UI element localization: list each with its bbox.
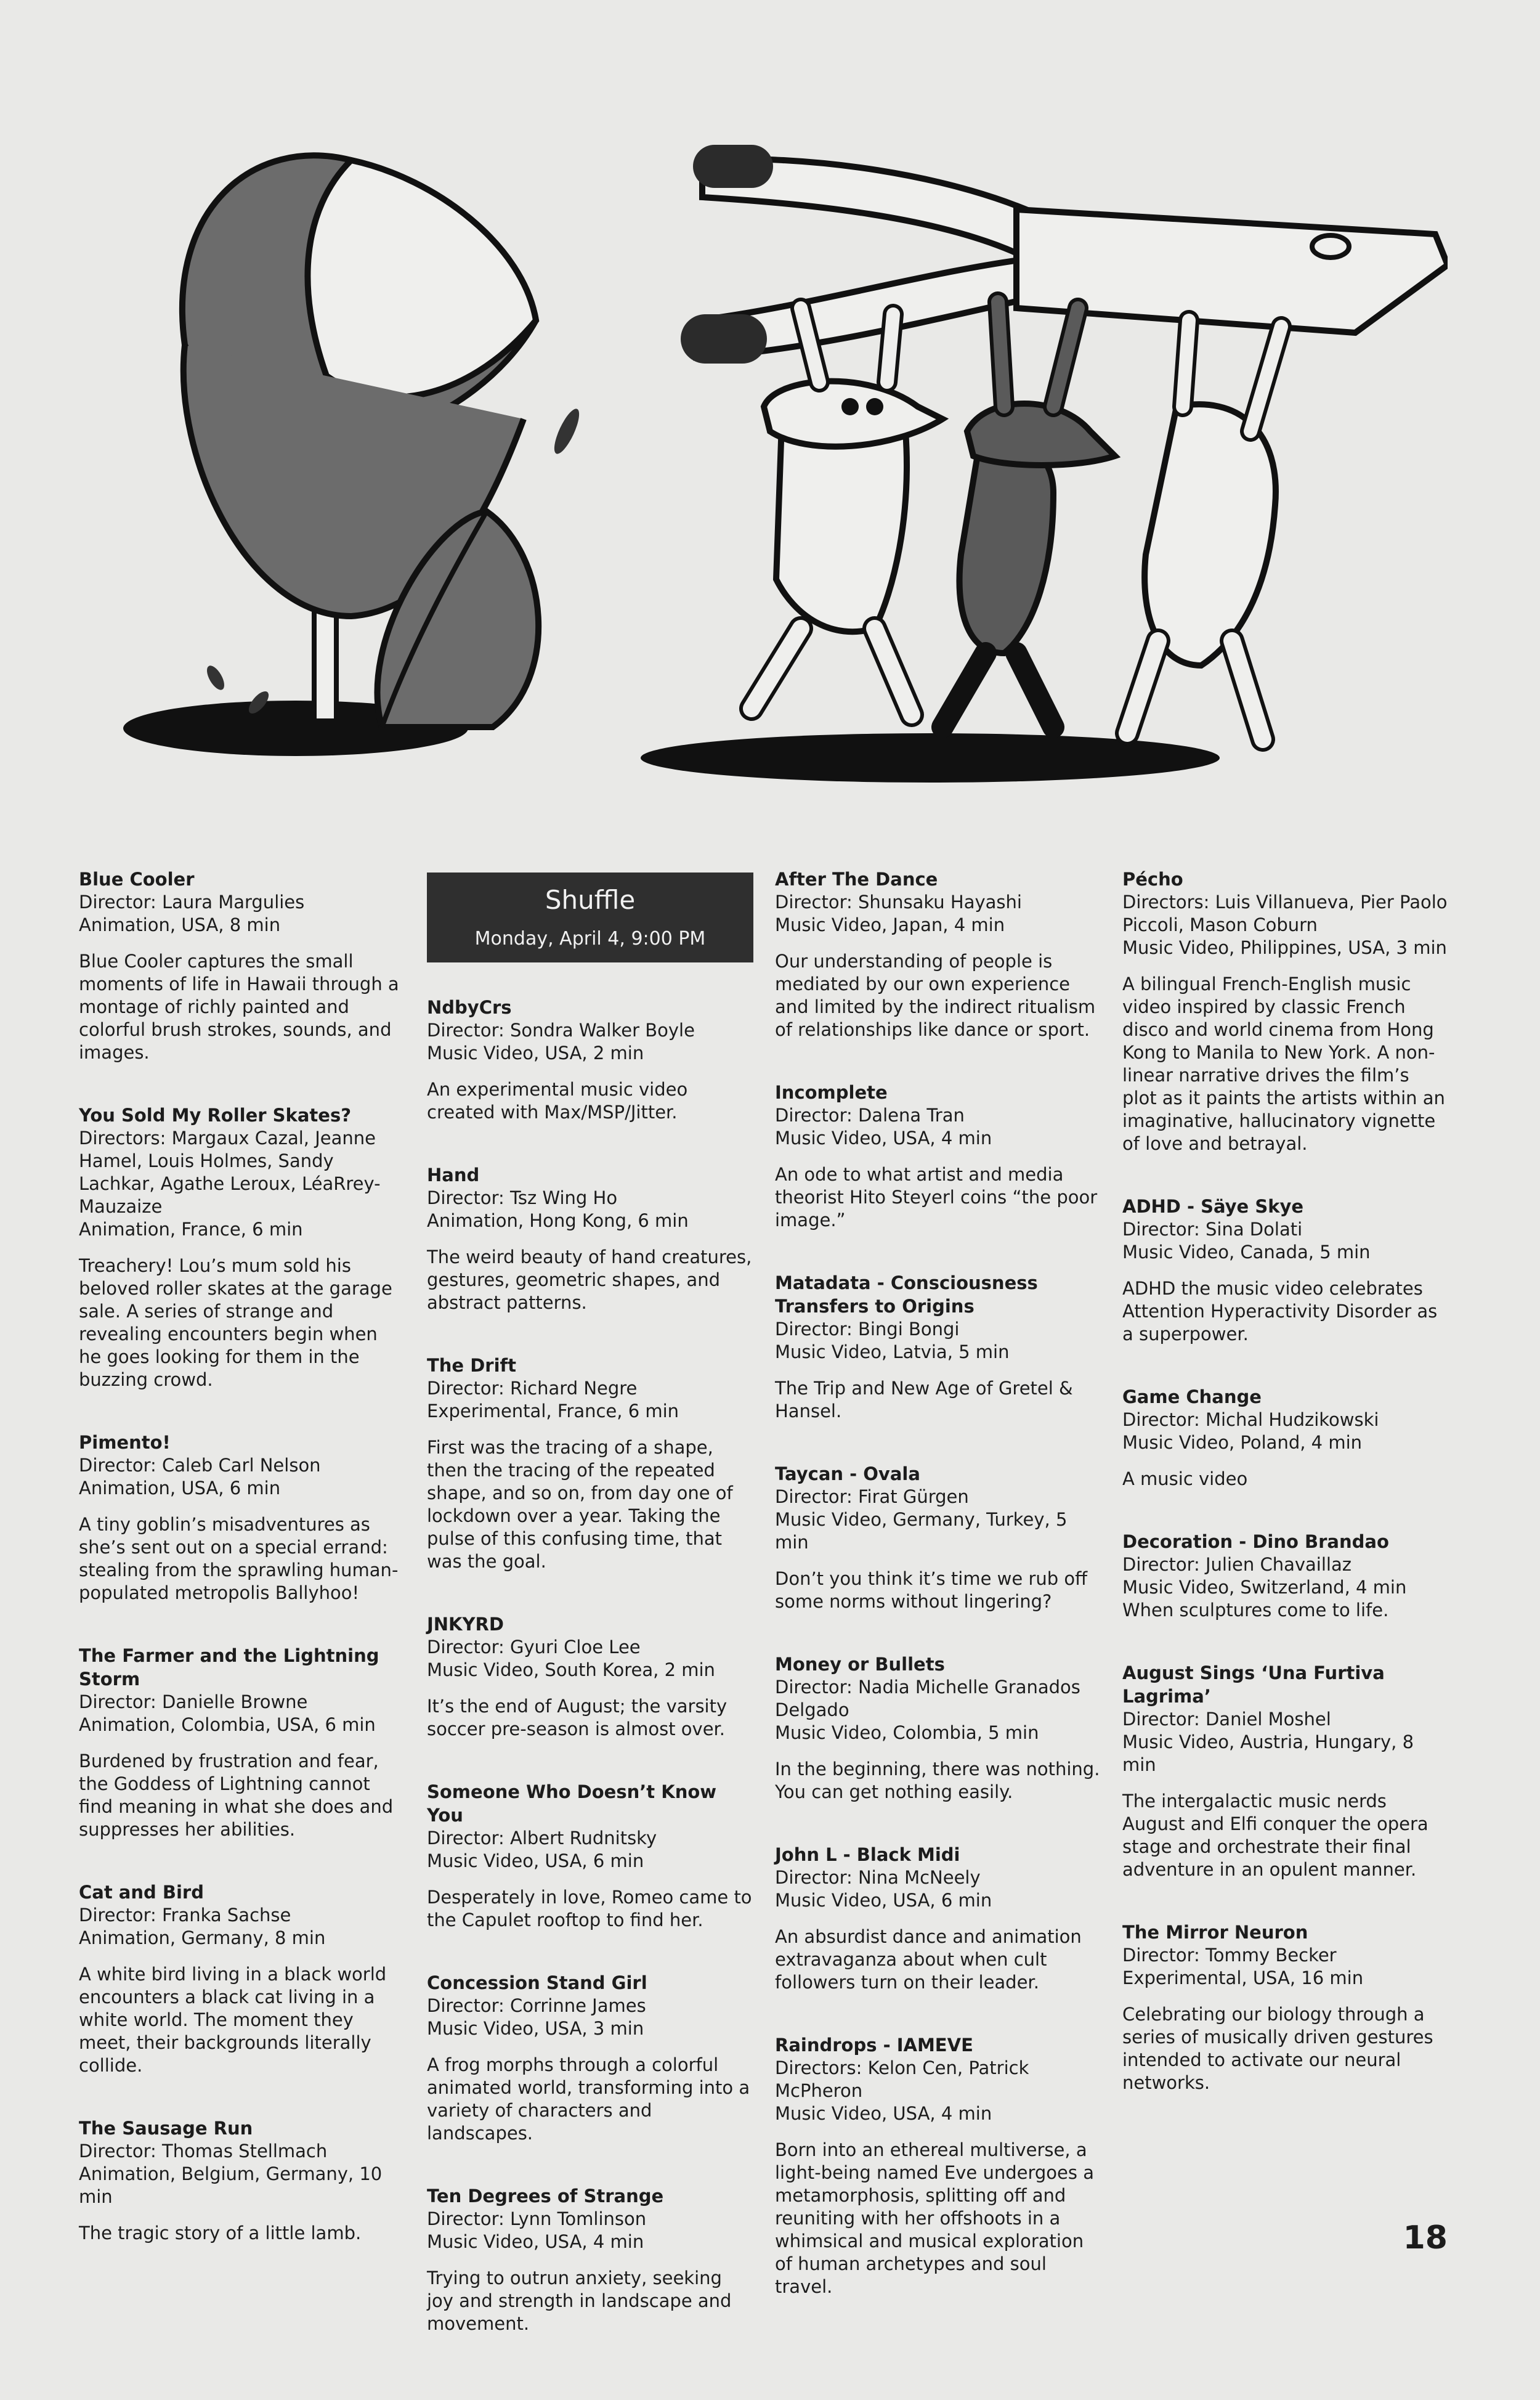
film-title: ADHD - Säye Skye bbox=[1122, 1196, 1304, 1217]
film-description: A music video bbox=[1122, 1468, 1248, 1489]
film-description: Treachery! Lou’s mum sold his beloved roller skates at the garage sale. A series of strange and revealing encounters begin when he goes looking for them in the buzzing crowd. bbox=[79, 1255, 392, 1390]
film-director: Director: Franka Sachse bbox=[79, 1905, 291, 1926]
film-entry bbox=[1122, 1921, 1449, 2094]
film-tagline: When sculptures come to life. bbox=[1122, 1600, 1389, 1621]
dog-right bbox=[1127, 320, 1281, 739]
film-info: Music Video, USA, 4 min bbox=[427, 2231, 644, 2252]
film-info: Music Video, South Korea, 2 min bbox=[427, 1659, 715, 1680]
film-title: You Sold My Roller Skates? bbox=[79, 1105, 352, 1126]
film-description: Trying to outrun anxiety, seeking joy and strength in landscape and movement. bbox=[427, 2268, 732, 2334]
film-info: Music Video, USA, 6 min bbox=[427, 1850, 644, 1871]
film-title: Someone Who Doesn’t Know You bbox=[427, 1781, 717, 1826]
film-director: Director: Sina Dolati bbox=[1122, 1219, 1303, 1240]
film-info: Animation, Hong Kong, 6 min bbox=[427, 1210, 689, 1231]
film-description: The Trip and New Age of Gretel & Hansel. bbox=[775, 1378, 1073, 1422]
dog-left bbox=[752, 308, 942, 715]
film-title: Pécho bbox=[1122, 869, 1183, 890]
film-description: Burdened by frustration and fear, the Goddess of Lightning cannot find meaning in what she does and suppresses her abilities. bbox=[79, 1751, 394, 1840]
film-entry bbox=[79, 868, 405, 1064]
dog-middle bbox=[942, 302, 1115, 727]
film-director: Director: Tsz Wing Ho bbox=[427, 1187, 618, 1208]
program-date: Monday, April 4, 9:00 PM bbox=[474, 928, 706, 950]
film-entry bbox=[79, 1881, 405, 2077]
film-info: Music Video, Austria, Hungary, 8 min bbox=[1122, 1731, 1414, 1775]
film-entry bbox=[79, 1104, 405, 1391]
film-director: Director: Daniel Moshel bbox=[1122, 1709, 1331, 1730]
film-title: Money or Bullets bbox=[775, 1654, 945, 1675]
film-description: A bilingual French-English music video inspired by classic French disco and world cinema from Hong Kong to Manila to New York. A non-linear narrative drives the film’s plot as it paints the artists within an imaginative, hallucinatory vignette of love and betrayal. bbox=[1122, 974, 1445, 1154]
film-entry bbox=[427, 2184, 753, 2335]
film-title: The Drift bbox=[427, 1355, 516, 1376]
film-info: Music Video, Switzerland, 4 min bbox=[1122, 1577, 1407, 1598]
film-entry bbox=[427, 996, 753, 1124]
film-info: Music Video, USA, 4 min bbox=[775, 2103, 992, 2124]
film-description: ADHD the music video celebrates Attention Hyperactivity Disorder as a superpower. bbox=[1122, 1278, 1438, 1344]
film-title: JNKYRD bbox=[427, 1614, 504, 1635]
film-info: Music Video, Colombia, 5 min bbox=[775, 1722, 1039, 1743]
film-description: In the beginning, there was nothing. You can get nothing easily. bbox=[775, 1759, 1100, 1802]
film-director: Director: Tommy Becker bbox=[1122, 1945, 1337, 1966]
column-1 bbox=[79, 868, 405, 2284]
film-entry bbox=[775, 1653, 1101, 1804]
film-info: Animation, France, 6 min bbox=[79, 1219, 303, 1240]
film-director: Director: Thomas Stellmach bbox=[79, 2141, 328, 2162]
film-info: Animation, Colombia, USA, 6 min bbox=[79, 1714, 376, 1735]
film-title: Pimento! bbox=[79, 1432, 171, 1453]
film-description: A frog morphs through a colorful animated world, transforming into a variety of characters and landscapes. bbox=[427, 2054, 750, 2144]
film-info: Animation, USA, 8 min bbox=[79, 914, 281, 935]
film-description: The tragic story of a little lamb. bbox=[79, 2223, 362, 2243]
film-info: Music Video, Philippines, USA, 3 min bbox=[1122, 937, 1447, 958]
page-number: 18 bbox=[1403, 2219, 1448, 2256]
film-entry bbox=[427, 1971, 753, 2145]
film-director: Director: Nadia Michelle Granados Delgado bbox=[775, 1677, 1080, 1720]
film-title: Cat and Bird bbox=[79, 1882, 204, 1903]
column-3 bbox=[775, 868, 1101, 2338]
film-director: Director: Bingi Bongi bbox=[775, 1319, 960, 1340]
program-title: Shuffle bbox=[545, 885, 636, 915]
film-director: Director: Shunsaku Hayashi bbox=[775, 892, 1022, 913]
film-entry bbox=[775, 2033, 1101, 2298]
film-director: Directors: Kelon Cen, Patrick McPheron bbox=[775, 2057, 1029, 2101]
film-description: Don’t you think it’s time we rub off some norms without lingering? bbox=[775, 1568, 1088, 1612]
program-header bbox=[427, 873, 753, 962]
column-2 bbox=[427, 868, 753, 2375]
film-entry bbox=[427, 1613, 753, 1741]
film-info: Animation, Germany, 8 min bbox=[79, 1927, 326, 1948]
film-info: Music Video, Germany, Turkey, 5 min bbox=[775, 1509, 1068, 1553]
film-director: Director: Sondra Walker Boyle bbox=[427, 1020, 695, 1041]
film-director: Director: Richard Negre bbox=[427, 1378, 638, 1399]
film-director: Director: Firat Gürgen bbox=[775, 1486, 969, 1507]
film-director: Director: Nina McNeely bbox=[775, 1867, 981, 1888]
film-title: The Sausage Run bbox=[79, 2118, 253, 2139]
film-title: August Sings ‘Una Furtiva Lagrima’ bbox=[1122, 1662, 1385, 1707]
film-director: Directors: Margaux Cazal, Jeanne Hamel, Louis Holmes, Sandy Lachkar, Agathe Leroux, LéaRrey-Mauzaize bbox=[79, 1128, 381, 1217]
film-entry bbox=[427, 1163, 753, 1314]
film-entry bbox=[1122, 868, 1449, 1155]
film-entry bbox=[79, 1431, 405, 1605]
film-entry bbox=[775, 868, 1101, 1041]
film-entry bbox=[1122, 1385, 1449, 1491]
film-description: An absurdist dance and animation extravaganza about when cult followers turn on their leader. bbox=[775, 1926, 1082, 1993]
film-info: Music Video, USA, 4 min bbox=[775, 1128, 992, 1149]
film-description: The weird beauty of hand creatures, gestures, geometric shapes, and abstract patterns. bbox=[427, 1247, 752, 1313]
film-director: Director: Laura Margulies bbox=[79, 892, 305, 913]
film-title: NdbyCrs bbox=[427, 997, 512, 1018]
film-director: Director: Albert Rudnitsky bbox=[427, 1828, 657, 1849]
film-info: Animation, USA, 6 min bbox=[79, 1478, 281, 1499]
film-info: Music Video, Latvia, 5 min bbox=[775, 1341, 1010, 1362]
film-title: The Mirror Neuron bbox=[1122, 1922, 1308, 1943]
film-director: Director: Danielle Browne bbox=[79, 1691, 308, 1712]
film-title: Incomplete bbox=[775, 1082, 888, 1103]
film-director: Directors: Luis Villanueva, Pier Paolo Piccoli, Mason Coburn bbox=[1122, 892, 1448, 935]
film-description: First was the tracing of a shape, then the tracing of the repeated shape, and so on, from day one of lockdown over a year. Taking the pulse of this confusing time, that was the goal. bbox=[427, 1437, 733, 1572]
film-entry bbox=[775, 1462, 1101, 1613]
film-entry bbox=[775, 1843, 1101, 1994]
film-director: Director: Michal Hudzikowski bbox=[1122, 1409, 1379, 1430]
film-info: Experimental, USA, 16 min bbox=[1122, 1967, 1364, 1988]
film-entry bbox=[775, 1271, 1101, 1423]
illustration-dogs-lifting-pliers bbox=[92, 86, 1448, 813]
film-entry bbox=[1122, 1661, 1449, 1881]
film-description: A tiny goblin’s misadventures as she’s sent out on a special errand: stealing from the sprawling human-populated metropolis Ballyhoo! bbox=[79, 1514, 399, 1603]
film-title: Blue Cooler bbox=[79, 869, 195, 890]
film-entry bbox=[79, 1644, 405, 1841]
film-title: Hand bbox=[427, 1165, 480, 1186]
film-entry bbox=[427, 1780, 753, 1932]
film-title: Raindrops - IAMEVE bbox=[775, 2035, 973, 2056]
film-description: A white bird living in a black world encounters a black cat living in a white world. The moment they meet, their backgrounds literally collide. bbox=[79, 1964, 387, 2076]
film-description: Desperately in love, Romeo came to the Capulet rooftop to find her. bbox=[427, 1887, 752, 1930]
film-director: Director: Corrinne James bbox=[427, 1995, 646, 2016]
film-info: Music Video, USA, 6 min bbox=[775, 1890, 992, 1911]
film-title: Ten Degrees of Strange bbox=[427, 2186, 664, 2207]
film-description: It’s the end of August; the varsity soccer pre-season is almost over. bbox=[427, 1696, 727, 1739]
column-4 bbox=[1122, 868, 1449, 2134]
film-entry bbox=[1122, 1195, 1449, 1346]
film-entry bbox=[1122, 1530, 1449, 1622]
film-title: Decoration - Dino Brandao bbox=[1122, 1531, 1389, 1552]
film-director: Director: Gyuri Cloe Lee bbox=[427, 1637, 641, 1658]
film-entry bbox=[79, 2117, 405, 2245]
film-title: The Farmer and the Lightning Storm bbox=[79, 1645, 379, 1690]
film-director: Director: Dalena Tran bbox=[775, 1105, 965, 1126]
film-director: Director: Lynn Tomlinson bbox=[427, 2208, 647, 2229]
film-info: Music Video, Canada, 5 min bbox=[1122, 1242, 1371, 1263]
film-info: Music Video, USA, 3 min bbox=[427, 2018, 644, 2039]
film-info: Experimental, France, 6 min bbox=[427, 1401, 679, 1422]
film-info: Music Video, Japan, 4 min bbox=[775, 914, 1005, 935]
film-entry bbox=[775, 1081, 1101, 1232]
film-description: An experimental music video created with Max/MSP/Jitter. bbox=[427, 1079, 688, 1123]
film-title: Matadata - Consciousness Transfers to Origins bbox=[775, 1272, 1038, 1317]
film-info: Music Video, USA, 2 min bbox=[427, 1043, 644, 1064]
film-director: Director: Caleb Carl Nelson bbox=[79, 1455, 321, 1476]
film-description: Born into an ethereal multiverse, a light-being named Eve undergoes a metamorphosis, splitting off and reuniting with her offshoots in a whimsical and musical exploration of human archetypes and soul travel. bbox=[775, 2139, 1094, 2297]
film-title: Game Change bbox=[1122, 1386, 1262, 1407]
film-director: Director: Julien Chavaillaz bbox=[1122, 1554, 1352, 1575]
film-description: Our understanding of people is mediated by our own experience and limited by the indirect ritualism of relationships like dance or sport. bbox=[775, 951, 1096, 1040]
film-description: The intergalactic music nerds August and Elfi conquer the opera stage and orchestrate their final adventure in an opulent manner. bbox=[1122, 1791, 1429, 1880]
film-description: An ode to what artist and media theorist Hito Steyerl coins “the poor image.” bbox=[775, 1164, 1098, 1231]
film-info: Music Video, Poland, 4 min bbox=[1122, 1432, 1363, 1453]
film-entry bbox=[427, 1354, 753, 1573]
film-title: Concession Stand Girl bbox=[427, 1972, 647, 1993]
film-title: After The Dance bbox=[775, 869, 938, 890]
film-info: Animation, Belgium, Germany, 10 min bbox=[79, 2163, 383, 2207]
film-description: Blue Cooler captures the small moments of life in Hawaii through a montage of richly painted and colorful brush strokes, sounds, and images. bbox=[79, 951, 399, 1063]
film-title: Taycan - Ovala bbox=[775, 1463, 920, 1484]
film-title: John L - Black Midi bbox=[775, 1844, 960, 1865]
film-description: Celebrating our biology through a series of musically driven gestures intended to activate our neural networks. bbox=[1122, 2004, 1433, 2093]
